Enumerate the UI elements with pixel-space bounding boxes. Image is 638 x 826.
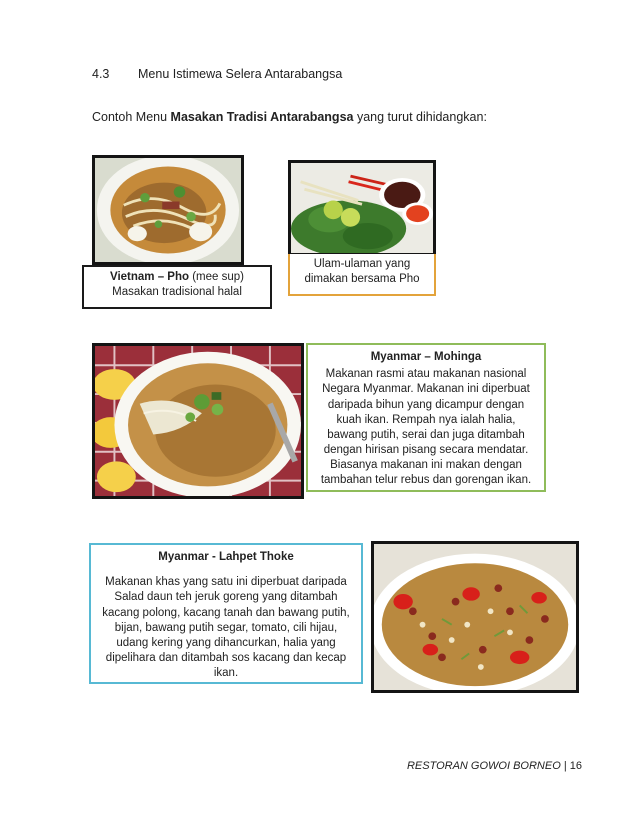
ulam-description: Ulam-ulaman yang dimakan bersama Pho: [304, 258, 420, 286]
lahpet-caption: [89, 543, 363, 684]
lahpet-photo: [371, 541, 579, 693]
section-number: 4.3: [92, 67, 110, 81]
intro-text: [92, 110, 487, 124]
footer-brand: RESTORAN GOWOI BORNEO: [406, 760, 561, 772]
mohinga-description: Makanan rasmi atau makanan nasional Negara Myanmar. Makanan ini diperbuat daripada bihun yang dicampur dengan kuah ikan. Rempah nya ialah halia, bawang putih, serai dan juga ditambah dengan hirisan pisang secara mendatar. Biasanya makanan ini makan dengan tambahan telur rebus dan gorengan ikan.: [320, 368, 532, 487]
lahpet-title: Myanmar - Lahpet Thoke: [158, 551, 294, 563]
intro-prefix: Contoh Menu: [92, 110, 171, 124]
pho-caption: [82, 265, 272, 309]
ulam-photo: [288, 160, 436, 256]
pho-photo: [92, 155, 244, 265]
page-number: 16: [569, 760, 582, 772]
mohinga-photo: [92, 343, 304, 499]
pho-caption-title: [88, 270, 266, 285]
pho-note: (mee sup): [189, 271, 244, 283]
lahpet-description: Makanan khas yang satu ini diperbuat daripada Salad daun teh jeruk goreng yang ditambah kacang polong, kacang tanah dan bawang putih, bijan, bawang putih segar, tomato, cili hijau, udang kering yang dihancurkan, halia yang dipelihara dan ditambah sos kacang dan kecap ikan.: [102, 576, 350, 680]
intro-emphasis: Masakan Tradisi Antarabangsa: [170, 110, 354, 124]
section-heading: [92, 67, 342, 81]
footer-separator: |: [560, 760, 570, 772]
pho-description: Masakan tradisional halal: [112, 286, 242, 299]
mohinga-title: Myanmar – Mohinga: [370, 351, 482, 363]
ulam-caption: [288, 254, 436, 296]
pho-name: Vietnam – Pho: [109, 271, 190, 283]
page-footer: [407, 760, 582, 772]
section-title: Menu Istimewa Selera Antarabangsa: [138, 67, 343, 81]
intro-suffix: yang turut dihidangkan:: [353, 110, 487, 124]
mohinga-caption: [306, 343, 546, 492]
